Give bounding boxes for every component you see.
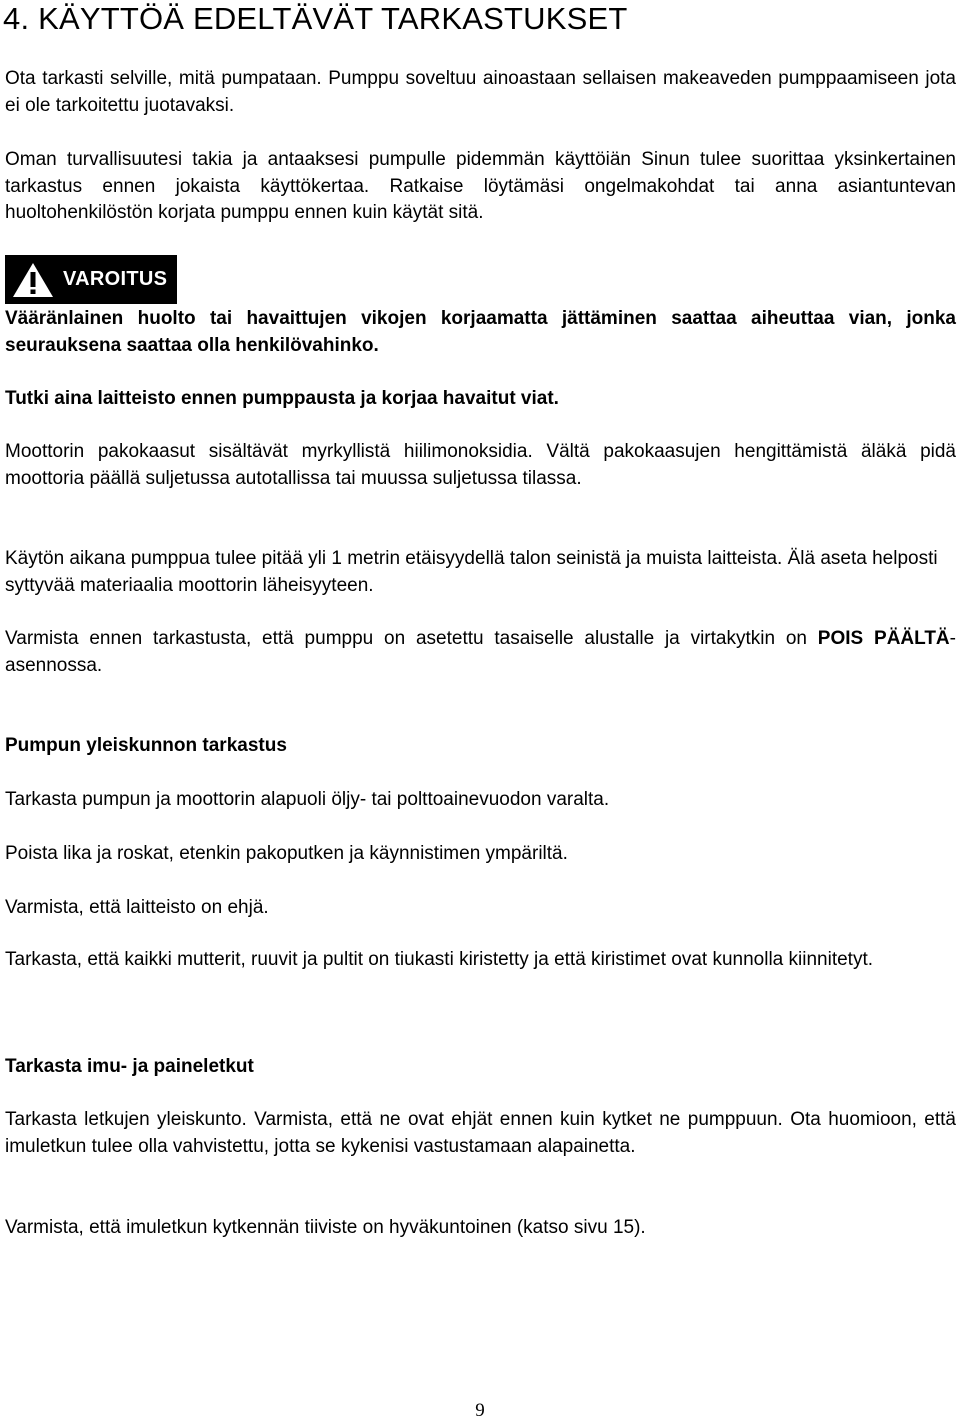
intro-paragraph-2: Oman turvallisuutesi takia ja antaaksesi pumpulle pidemmän käyttöiän Sinun tulee suorittaa yksinkertainen tarkastus ennen jokaista käyttökertaa. Ratkaise löytämäsi ongelmakohdat tai anna asiantuntevan huoltohenkilöstön korjata pumppu ennen kuin käytät sitä. [5, 149, 956, 223]
warning-bold-text-1: Vääränlainen huolto tai havaittujen vikojen korjaamatta jättäminen saattaa aiheuttaa vian, jonka seurauksena saattaa olla henkilövahinko. [5, 308, 956, 356]
hoses-paragraph-1: Tarkasta letkujen yleiskunto. Varmista, että ne ovat ehjät ennen kuin kytket ne pumppuun. Ota huomioon, että imuletkun tulee olla vahvistettu, jotta se kykenisi vastustamaan alapainetta. [5, 1109, 956, 1157]
switch-text-post: -asennossa. [5, 628, 956, 676]
warning-paragraph-switch [5, 626, 956, 679]
section-heading-general-check: Pumpun yleiskunnon tarkastus [5, 735, 287, 756]
page-title: 4. KÄYTTÖÄ EDELTÄVÄT TARKASTUKSET [3, 1, 628, 36]
warning-paragraph-distance: Käytön aikana pumppua tulee pitää yli 1 metrin etäisyydellä talon seinistä ja muista laitteista. Älä aseta helposti syttyvää materiaalia moottorin läheisyyteen. [5, 548, 938, 596]
switch-text-off: POIS PÄÄLTÄ [817, 628, 950, 649]
switch-text-pre: Varmista ennen tarkastusta, että pumppu on asetettu tasaiselle alustalle ja virtakytkin on [5, 628, 818, 649]
hoses-paragraph-2: Varmista, että imuletkun kytkennän tiiviste on hyväkuntoinen (katso sivu 15). [5, 1217, 646, 1238]
intro-paragraph-1: Ota tarkasti selville, mitä pumpataan. Pumppu soveltuu ainoastaan sellaisen makeaveden pumppaamiseen jota ei ole tarkoitettu juotavaksi. [5, 68, 956, 116]
general-check-paragraph-4: Tarkasta, että kaikki mutterit, ruuvit ja pultit on tiukasti kiristetty ja että kiristimet ovat kunnolla kiinnitetyt. [5, 949, 874, 970]
warning-paragraph-exhaust: Moottorin pakokaasut sisältävät myrkyllistä hiilimonoksidia. Vältä pakokaasujen hengittämistä äläkä pidä moottoria päällä suljetussa autotallissa tai muussa suljetussa tilassa. [5, 441, 956, 489]
warning-bold-text-2: Tutki aina laitteisto ennen pumppausta ja korjaa havaitut viat. [5, 388, 559, 409]
general-check-paragraph-1: Tarkasta pumpun ja moottorin alapuoli öljy- tai polttoainevuodon varalta. [5, 789, 610, 810]
page-number: 9 [475, 1400, 485, 1421]
general-check-paragraph-2: Poista lika ja roskat, etenkin pakoputken ja käynnistimen ympäriltä. [5, 843, 568, 864]
warning-triangle-icon [11, 261, 55, 299]
warning-label: VAROITUS [63, 268, 168, 290]
general-check-paragraph-3: Varmista, että laitteisto on ehjä. [5, 897, 269, 918]
section-heading-hoses: Tarkasta imu- ja paineletkut [5, 1056, 254, 1077]
warning-badge [5, 255, 177, 304]
